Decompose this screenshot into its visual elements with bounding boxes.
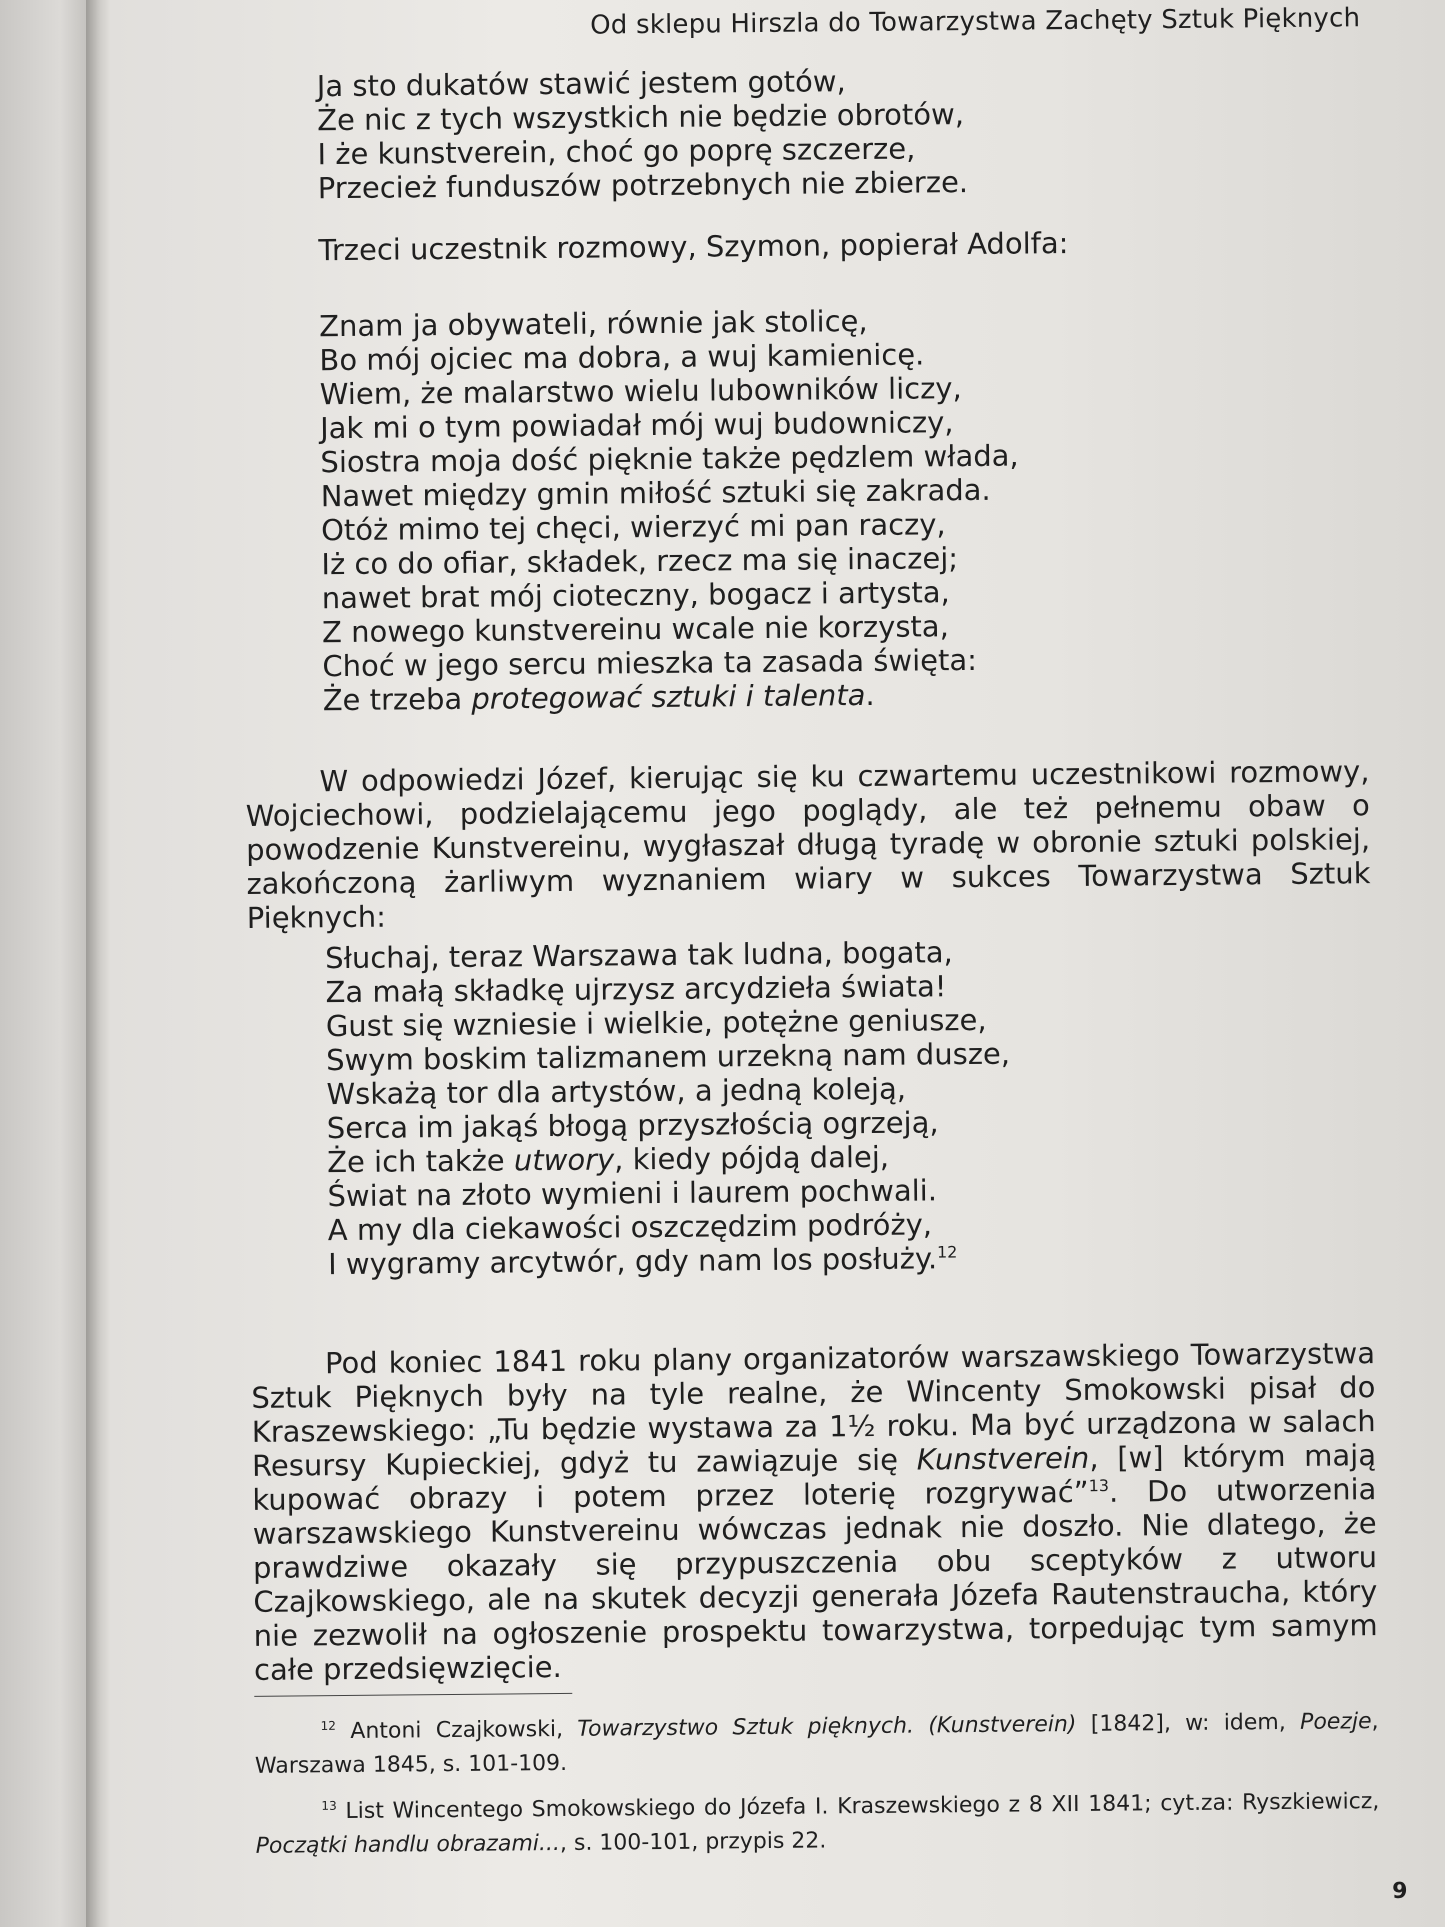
intro-line: Trzeci uczestnik rozmowy, Szymon, popierał Adolfa: xyxy=(318,226,1069,268)
poem-line: Za małą składkę ujrzysz arcydzieła świata! xyxy=(325,969,947,1010)
footnote-text: , Warszawa 1845, s. 101-109. xyxy=(254,1709,1379,1779)
footnote-number: 13 xyxy=(321,1798,337,1813)
indent xyxy=(255,1738,321,1739)
italic-span: utwory xyxy=(513,1142,615,1178)
italic-span: Kunstverein xyxy=(916,1440,1090,1477)
footnote-text: , s. 100-101, przypis 22. xyxy=(559,1828,827,1856)
poem-line: Swym boskim talizmanem urzekną nam dusze, xyxy=(326,1036,1011,1078)
italic-span: Towarzystwo Sztuk pięknych. (Kunstverein) xyxy=(577,1712,1077,1742)
paragraph-jozef xyxy=(245,754,1371,935)
text-span: , kiedy pójdą dalej, xyxy=(614,1139,890,1177)
footnote-text: List Wincentego Smokowskiego do Józefa I. Kraszewskiego z 8 XII 1841; cyt.za: Ryszkiewicz, xyxy=(336,1789,1380,1825)
footnote-text: Antoni Czajkowski, xyxy=(335,1716,578,1745)
poem-line: nawet brat mój cioteczny, bogacz i artysta, xyxy=(321,575,950,616)
poem-line: Choć w jego sercu mieszka ta zasada święta: xyxy=(322,642,978,684)
italic-span: protegować sztuki i talenta xyxy=(471,677,866,716)
poem-line: Słuchaj, teraz Warszawa tak ludna, bogata, xyxy=(325,935,953,976)
page-content xyxy=(236,0,1408,1927)
book-gutter xyxy=(86,0,112,1927)
poem-line: Świat na złoto wymieni i laurem pochwali. xyxy=(327,1173,938,1214)
indent xyxy=(251,1373,325,1374)
poem-line: Jak mi o tym powiadał mój wuj budowniczy, xyxy=(319,405,954,446)
poem-stanza-2 xyxy=(319,303,1021,718)
footnote-text: [1842], w: idem, xyxy=(1076,1709,1301,1738)
poem-line: Serca im jakąś błogą przyszłością ogrzeją, xyxy=(326,1105,939,1146)
footnote-ref-13: 13 xyxy=(1088,1476,1110,1496)
italic-span: Poezje xyxy=(1299,1709,1372,1735)
paragraph-text: Pod koniec 1841 roku plany organizatorów warszawskiego Towarzystwa Sztuk Pięknych były na tyle realne, że Wincenty Smokowski pisał do Kraszewskiego: „Tu będzie wystawa za 1½ roku. Ma być urządzona w salach Resursy Kupieckiej, gdyż tu zawiązuje się xyxy=(251,1336,1376,1483)
text-span: . xyxy=(865,677,875,712)
poem-line: Iż co do ofiar, składek, rzecz ma się inaczej; xyxy=(321,541,959,582)
poem-stanza-1 xyxy=(317,63,969,205)
intro-szymon xyxy=(318,226,1068,267)
poem-line: Z nowego kunstvereinu wcale nie korzysta, xyxy=(321,609,949,650)
poem-line: Ja sto dukatów stawić jestem gotów, xyxy=(316,64,846,104)
text-span: I wygramy arcytwór, gdy nam los posłuży. xyxy=(327,1241,938,1282)
footnote-number: 12 xyxy=(320,1718,337,1733)
footnote-ref-12: 12 xyxy=(936,1242,958,1262)
poem-stanza-3 xyxy=(325,935,1012,1282)
italic-span: Początki handlu obrazami... xyxy=(255,1830,561,1859)
poem-line: Znam ja obywateli, równie jak stolicę, xyxy=(318,303,868,344)
poem-line xyxy=(323,676,1022,717)
footnote-separator xyxy=(254,1693,572,1697)
text-span: Że trzeba xyxy=(322,681,472,718)
page-number: 9 xyxy=(1392,1878,1408,1904)
paragraph-text: , [w] którym mają kupować obrazy i potem przez loterię rozgrywać” xyxy=(252,1438,1377,1517)
paragraph-1841 xyxy=(251,1336,1378,1687)
poem-line: Przecież funduszów potrzebnych nie zbierze. xyxy=(317,164,969,206)
poem-line: I że kunstverein, choć go poprę szczerze, xyxy=(317,131,916,172)
poem-line: Gust się wzniesie i wielkie, potężne geniusze, xyxy=(325,1002,987,1044)
poem-line: Wskażą tor dla artystów, a jedną koleją, xyxy=(326,1071,907,1112)
running-head: Od sklepu Hirszla do Towarzystwa Zachęty Sztuk Pięknych xyxy=(590,3,1361,41)
text-span: Że ich także xyxy=(326,1143,515,1180)
poem-line: Nawet między gmin miłość sztuki się zakrada. xyxy=(320,472,991,514)
left-page-edge xyxy=(0,0,100,1927)
poem-line: Otóż mimo tej chęci, wierzyć mi pan raczy, xyxy=(320,507,946,548)
paragraph-text: W odpowiedzi Józef, kierując się ku czwartemu uczestnikowi rozmowy, Wojciechowi, podzielającemu jego poglądy, ale też pełnemu obaw o powodzenie Kunstvereinu, wygłaszał długą tyradę w obronie sztuki polskiej, zakończoną żarliwym wyznaniem wiary w sukces Towarzystwa Sztuk Pięknych: xyxy=(245,754,1371,935)
poem-line: Że nic z tych wszystkich nie będzie obrotów, xyxy=(316,97,965,138)
poem-line: Siostra moja dość pięknie także pędzlem włada, xyxy=(320,438,1019,480)
poem-line: Wiem, że malarstwo wielu lubowników liczy, xyxy=(319,371,962,412)
poem-line: A my dla ciekawości oszczędzim podróży, xyxy=(327,1207,933,1248)
poem-line xyxy=(328,1241,1012,1282)
indent xyxy=(255,1818,321,1819)
indent xyxy=(246,791,320,792)
poem-line: Bo mój ojciec ma dobra, a wuj kamienicę. xyxy=(319,337,925,378)
paragraph-text: . Do utworzenia warszawskiego Kunstvereinu wówczas jednak nie doszło. Nie dlatego, że prawdziwe okazały się przypuszczenia obu sceptyków z utworu Czajkowskiego, ale na skutek decyzji generała Józefa Rautenstraucha, który nie zezwolił na ogłoszenie prospektu towarzystwa, torpedując tym samym całe przedsięwzięcie. xyxy=(252,1472,1378,1687)
footnote-13 xyxy=(255,1785,1380,1864)
footnote-12 xyxy=(254,1705,1379,1784)
